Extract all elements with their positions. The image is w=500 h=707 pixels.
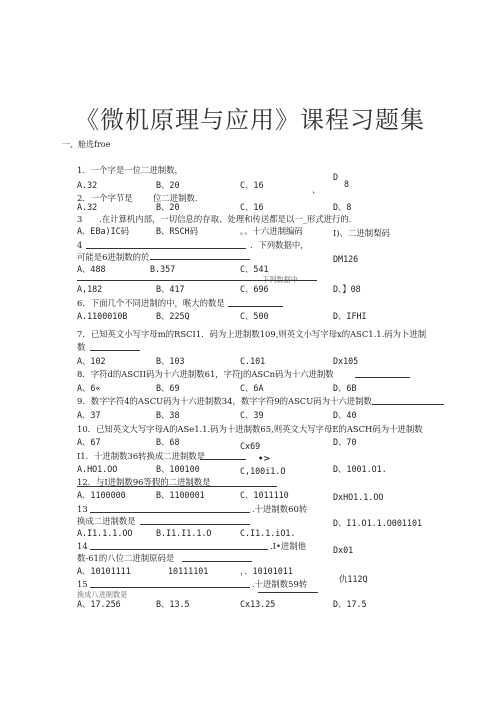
q11-mark: •> xyxy=(258,453,271,463)
q14-note: 仇112Q xyxy=(339,574,368,584)
question-2-tail: 位二进制数. xyxy=(153,193,198,203)
q2-option-c: C、16 xyxy=(240,202,264,212)
answer-blank xyxy=(200,459,246,460)
answer-blank xyxy=(140,524,250,525)
q9-option-d: D、40 xyxy=(333,410,357,420)
q11-option-b: B、100100 xyxy=(156,464,200,474)
q14-option-a: A、10101111 xyxy=(77,566,131,576)
answer-blank xyxy=(90,587,250,588)
q12-option-d: DxHO1.1.OO xyxy=(333,492,384,502)
q13-option-c: C.I1.1.iO1. xyxy=(240,528,296,538)
question-13-tail: .十进制数60转 xyxy=(252,504,308,514)
q14-option-c: ，、10101011 xyxy=(240,566,293,576)
q9-option-c: C、39 xyxy=(240,410,264,420)
q8-option-a: A、6« xyxy=(77,383,101,393)
question-14-tail: .I•进制他 xyxy=(270,541,307,551)
page-title: 《微机原理与应用》课程习题集 xyxy=(75,106,425,134)
q4-option-c: C、541 xyxy=(240,264,269,274)
section-heading: 一、舱选froe xyxy=(62,140,111,149)
question-3: 3 .在计算机内部，一切信息的存取、处理和传送都是以一_形式进行的. xyxy=(77,214,352,224)
q4-option-a: A、488 xyxy=(77,264,106,274)
q15-option-c: Cx13.25 xyxy=(240,599,276,609)
answer-blank xyxy=(258,592,318,593)
q10-option-d: D、70 xyxy=(333,437,357,447)
question-12: 12．与I进制数96等假的二进制数是 xyxy=(77,477,211,487)
q7-option-a: A、102 xyxy=(77,356,106,366)
question-6: 6．下面几个不同进制的中，喉大的数是 xyxy=(77,298,225,308)
q1-option-d-value: 8 xyxy=(344,179,350,189)
question-13-sub: 换成二进制数是 xyxy=(77,516,136,526)
question-13: 13 xyxy=(77,504,88,514)
q3-option-a: A、EBa)IC码 xyxy=(77,226,130,236)
q6-option-b: B、225Q xyxy=(156,311,190,321)
q14-option-b: 10111101 xyxy=(168,566,209,576)
q6-option-a: A.1100010B xyxy=(77,311,128,321)
q10-option-c: Cx69 xyxy=(240,441,261,451)
q8-option-d: D、6B xyxy=(333,383,357,393)
q9-option-b: B、38 xyxy=(156,410,180,420)
divider-line xyxy=(77,280,317,281)
answer-blank xyxy=(86,248,246,249)
answer-blank xyxy=(90,350,140,351)
answer-blank xyxy=(90,549,268,550)
q10-option-a: A、67 xyxy=(77,437,101,447)
q6-option-d: D、IFHI xyxy=(333,311,367,321)
answer-blank xyxy=(150,259,250,260)
question-10: 10．已知英文大写字母A的ASe1.1.码为十进制数65,则英文大写字母E的ASCH码为十进制数 xyxy=(77,424,423,434)
q10-option-b: B、68 xyxy=(156,437,180,447)
q11-option-a: A.HO1.OO xyxy=(77,464,118,474)
question-4-sub: 可能是6进制数的於 xyxy=(77,252,150,262)
q12-option-c: C、1011110 xyxy=(240,490,289,500)
question-14-sub: 数-61的八位二进制原码是 xyxy=(77,553,175,563)
q1-option-b: B、20 xyxy=(156,180,180,190)
answer-blank xyxy=(90,512,250,513)
answer-blank xyxy=(182,561,252,562)
q5-option-a: A,182 xyxy=(77,284,103,294)
q15-option-b: B、13.5 xyxy=(156,599,190,609)
q1-option-a: A.32 xyxy=(77,180,98,190)
q9-option-a: A、37 xyxy=(77,410,101,420)
question-2: 2．一个字节是 xyxy=(77,193,133,203)
answer-blank xyxy=(355,377,410,378)
q8-option-b: B、69 xyxy=(156,383,180,393)
question-8: 8．字符d的ASCII码为十六进制数61，字符j的ASCn码为十六进制数 xyxy=(77,369,334,379)
q2-option-b: B、20 xyxy=(156,202,180,212)
q4-option-b: B.357 xyxy=(150,264,176,274)
q15-option-d: D、17.5 xyxy=(333,599,367,609)
q1-option-c: C、16 xyxy=(240,180,264,190)
q13-option-d: D、I1.O1.1.O001101 xyxy=(333,518,423,528)
answer-blank xyxy=(228,306,283,307)
question-11: I1．十进制数36转换成二进制数是 xyxy=(77,451,206,461)
question-4: 4 xyxy=(77,240,83,250)
question-1: 1．一个字是一位二进制数， xyxy=(77,165,183,175)
q1-option-d-label: D xyxy=(333,172,339,182)
q12-option-a: A、1100000 xyxy=(77,490,126,500)
divider-line xyxy=(77,486,277,487)
q5-option-d: D、】08 xyxy=(333,284,361,294)
question-15-sub: 换成八进制数是 xyxy=(77,590,128,599)
question-7-cont: 数 xyxy=(77,342,86,352)
q13-option-b: B.I1.I1.1.O xyxy=(156,528,212,538)
q8-option-c: C、6A xyxy=(240,383,264,393)
question-4-tail: ．下列数据中， xyxy=(250,240,309,250)
q11-option-d: D、1001.O1. xyxy=(333,464,387,474)
q14-option-d: Dx01 xyxy=(333,545,354,555)
q3-option-d: I)、二进制梨码 xyxy=(333,228,390,238)
q7-option-d: Dx105 xyxy=(333,356,359,366)
question-14: 14 xyxy=(77,541,88,551)
q15-option-a: A、17.256 xyxy=(77,599,121,609)
q4-option-d: DM126 xyxy=(333,254,359,264)
q13-option-a: A.I1.1.1.OO xyxy=(77,528,133,538)
q5-option-c: C、696 xyxy=(240,284,269,294)
q7-option-b: B、103 xyxy=(156,356,185,366)
question-7: 7．已知英文小写字母m的RSCI1．码为上进制数109,则英文小写字母x的ASC1.1.码为卜进制 xyxy=(77,329,427,339)
q4-note: 下列数据中 xyxy=(262,275,298,284)
q5-option-b: B、417 xyxy=(156,284,185,294)
question-9: 9．数字字符4的ASCU码为十六进制数34，数字字符9的ASCU码为十六进制数 xyxy=(77,396,372,406)
q2-option-a: A.32 xyxy=(77,202,98,212)
q11-option-c: C,100i1.O xyxy=(240,466,286,476)
q1-mark: 、 xyxy=(312,185,321,195)
q7-option-c: C.101 xyxy=(240,356,266,366)
q12-option-b: B、1100001 xyxy=(156,490,205,500)
q3-option-c: 。、十六进制编码 xyxy=(240,226,303,236)
question-15: 15 xyxy=(77,579,88,589)
q3-option-b: B、RSCH码 xyxy=(156,226,198,236)
answer-blank xyxy=(372,404,444,405)
q2-option-d: D、8 xyxy=(333,202,352,212)
q6-option-c: C、500 xyxy=(240,311,269,321)
question-15-tail: .十进制数59转 xyxy=(252,579,308,589)
